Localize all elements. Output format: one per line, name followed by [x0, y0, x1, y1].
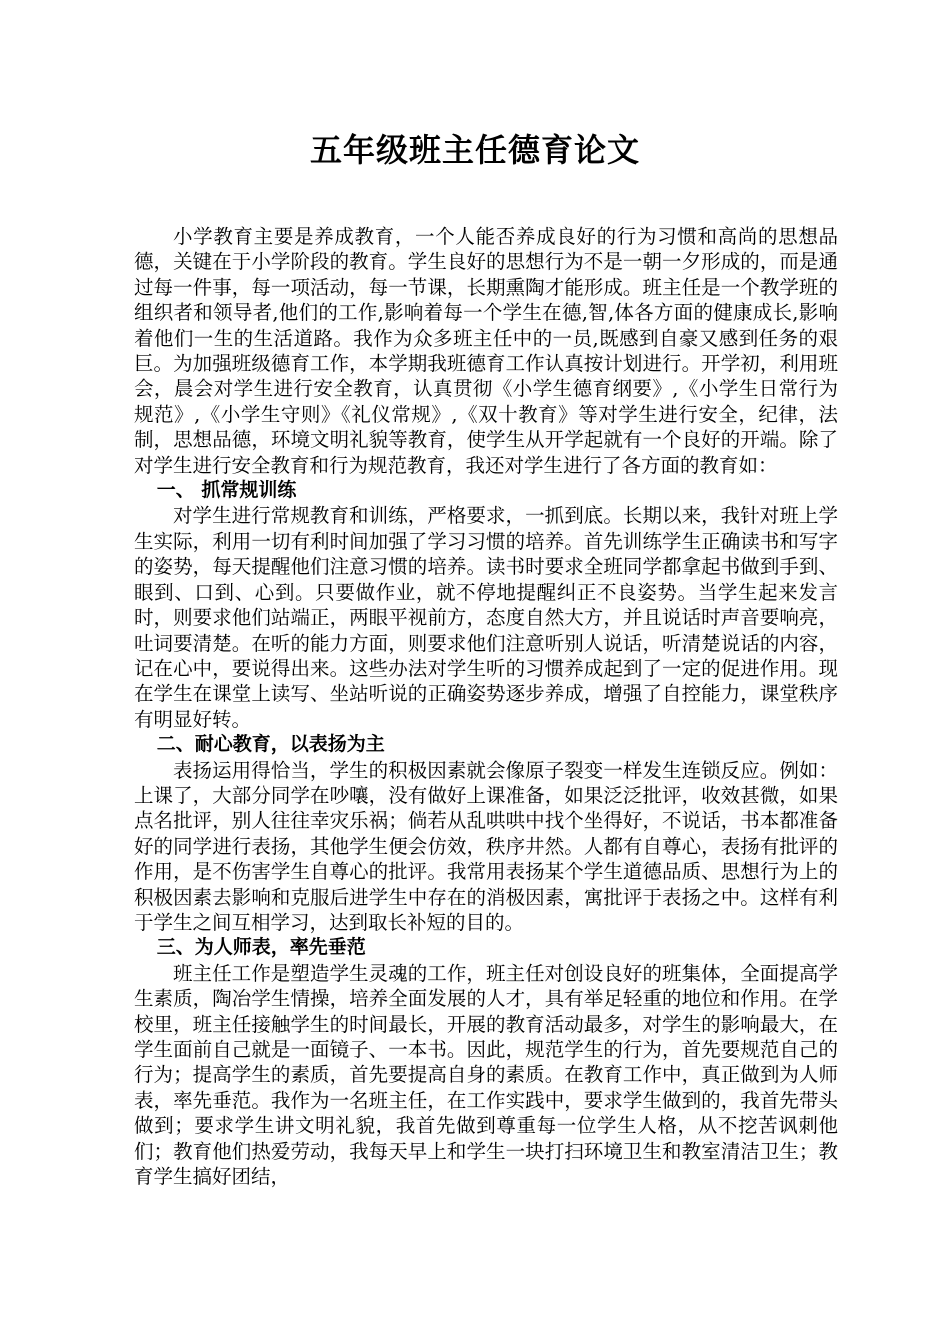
document-title: 五年级班主任德育论文: [309, 131, 640, 169]
section-1-paragraph: 对学生进行常规教育和训练，严格要求，一抓到底。长期以来，我针对班上学生实际，利用一切有利时间加强了学习习惯的培养。首先训练学生正确读书和写字的姿势，每天提醒他们注意习惯的培养。读书时要求全班同学都拿起书做到手到、眼到、口到、心到。只要做作业，就不停地提醒纠正不良姿势。当学生起来发言时，则要求他们站端正，两眼平视前方，态度自然大方，并且说话时声音要响亮，吐词要清楚。在听的能力方面，则要求他们注意听别人说话，听清楚说话的内容，记在心中，要说得出来。这些办法对学生听的习惯养成起到了一定的促进作用。现在学生在课堂上读写、坐站听说的正确姿势逐步养成，增强了自控能力，课堂秩序有明显好转。: [134, 504, 838, 731]
section-2-heading: 二、耐心教育，以表扬为主: [156, 733, 385, 756]
section-1-heading: 一、 抓常规训练: [156, 479, 297, 502]
section-3-paragraph: 班主任工作是塑造学生灵魂的工作，班主任对创设良好的班集体，全面提高学生素质，陶冶学生情操，培养全面发展的人才，具有举足轻重的地位和作用。在学校里，班主任接触学生的时间最长，开展的教育活动最多，对学生的影响最大，在学生面前自己就是一面镜子、一本书。因此，规范学生的行为，首先要规范自己的行为；提高学生的素质，首先要提高自身的素质。在教育工作中，真正做到为人师表，率先垂范。我作为一名班主任，在工作实践中，要求学生做到的，我首先带头做到；要求学生讲文明礼貌，我首先做到尊重每一位学生人格，从不挖苦讽刺他们；教育他们热爱劳动，我每天早上和学生一块打扫环境卫生和教室清洁卫生；教育学生搞好团结，: [134, 961, 838, 1189]
section-2-paragraph: 表扬运用得恰当，学生的积极因素就会像原子裂变一样发生连锁反应。例如：上课了，大部分同学在吵嚷，没有做好上课准备，如果泛泛批评，收效甚微，如果点名批评，别人往往幸灾乐祸；倘若从乱哄哄中找个坐得好，不说话，书本都准备好的同学进行表扬，其他学生便会仿效，秩序井然。人都有自尊心，表扬有批评的作用，是不伤害学生自尊心的批评。我常用表扬某个学生道德品质、思想行为上的积极因素去影响和克服后进学生中存在的消极因素，寓批评于表扬之中。这样有利于学生之间互相学习，达到取长补短的目的。: [134, 758, 838, 934]
intro-paragraph: 小学教育主要是养成教育，一个人能否养成良好的行为习惯和高尚的思想品德，关键在于小学阶段的教育。学生良好的思想行为不是一朝一夕形成的，而是通过每一件事，每一项活动，每一节课，长期熏陶才能形成。班主任是一个教学班的组织者和领导者,他们的工作,影响着每一个学生在德,智,体各方面的健康成长,影响着他们一生的生活道路。我作为众多班主任中的一员,既感到自豪又感到任务的艰巨。为加强班级德育工作，本学期我班德育工作认真按计划进行。开学初，利用班会，晨会对学生进行安全教育，认真贯彻《小学生德育纲要》,《小学生日常行为规范》,《小学生守则》《礼仪常规》,《双十教育》等对学生进行安全，纪律，法制，思想品德，环境文明礼貌等教育，使学生从开学起就有一个良好的开端。除了对学生进行安全教育和行为规范教育，我还对学生进行了各方面的教育如：: [134, 225, 838, 477]
document-body: [134, 224, 838, 1189]
section-3-heading: 三、为人师表，率先垂范: [156, 936, 366, 959]
